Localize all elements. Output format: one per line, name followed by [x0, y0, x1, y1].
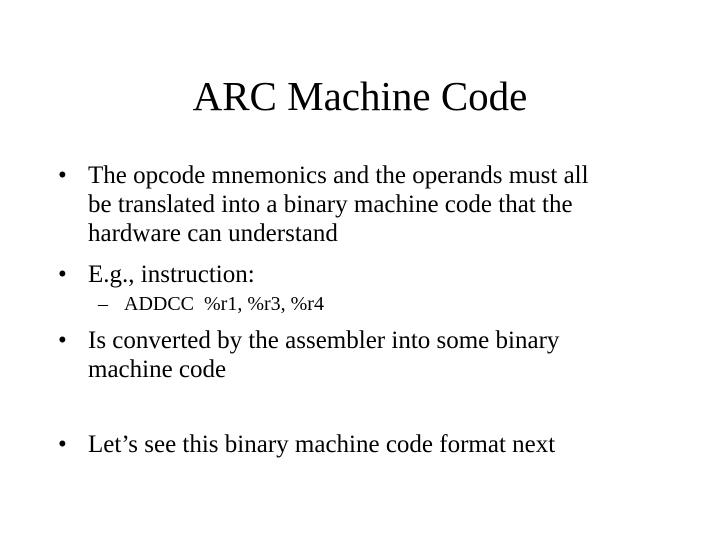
- sub-bullet-marker: –: [98, 293, 108, 315]
- sub-bullet-item: [98, 292, 658, 316]
- bullet-marker: •: [58, 431, 67, 458]
- bullet-text: The opcode mnemonics and the operands must all be translated into a binary machine code that the hardware can understand: [88, 162, 589, 247]
- bullet-marker: •: [58, 162, 67, 189]
- bullet-text: Let’s see this binary machine code format next: [88, 431, 556, 458]
- sub-bullet-text: ADDCC %r1, %r3, %r4: [124, 293, 324, 315]
- bullet-text: E.g., instruction:: [88, 261, 255, 288]
- slide-title: ARC Machine Code: [192, 73, 528, 119]
- bullet-item: [58, 260, 658, 289]
- bullet-item: [58, 161, 658, 248]
- bullet-item: [58, 326, 658, 384]
- bullet-item: [58, 430, 658, 459]
- bullet-text: Is converted by the assembler into some binary machine code: [88, 327, 560, 383]
- bullet-marker: •: [58, 327, 67, 354]
- bullet-marker: •: [58, 261, 67, 288]
